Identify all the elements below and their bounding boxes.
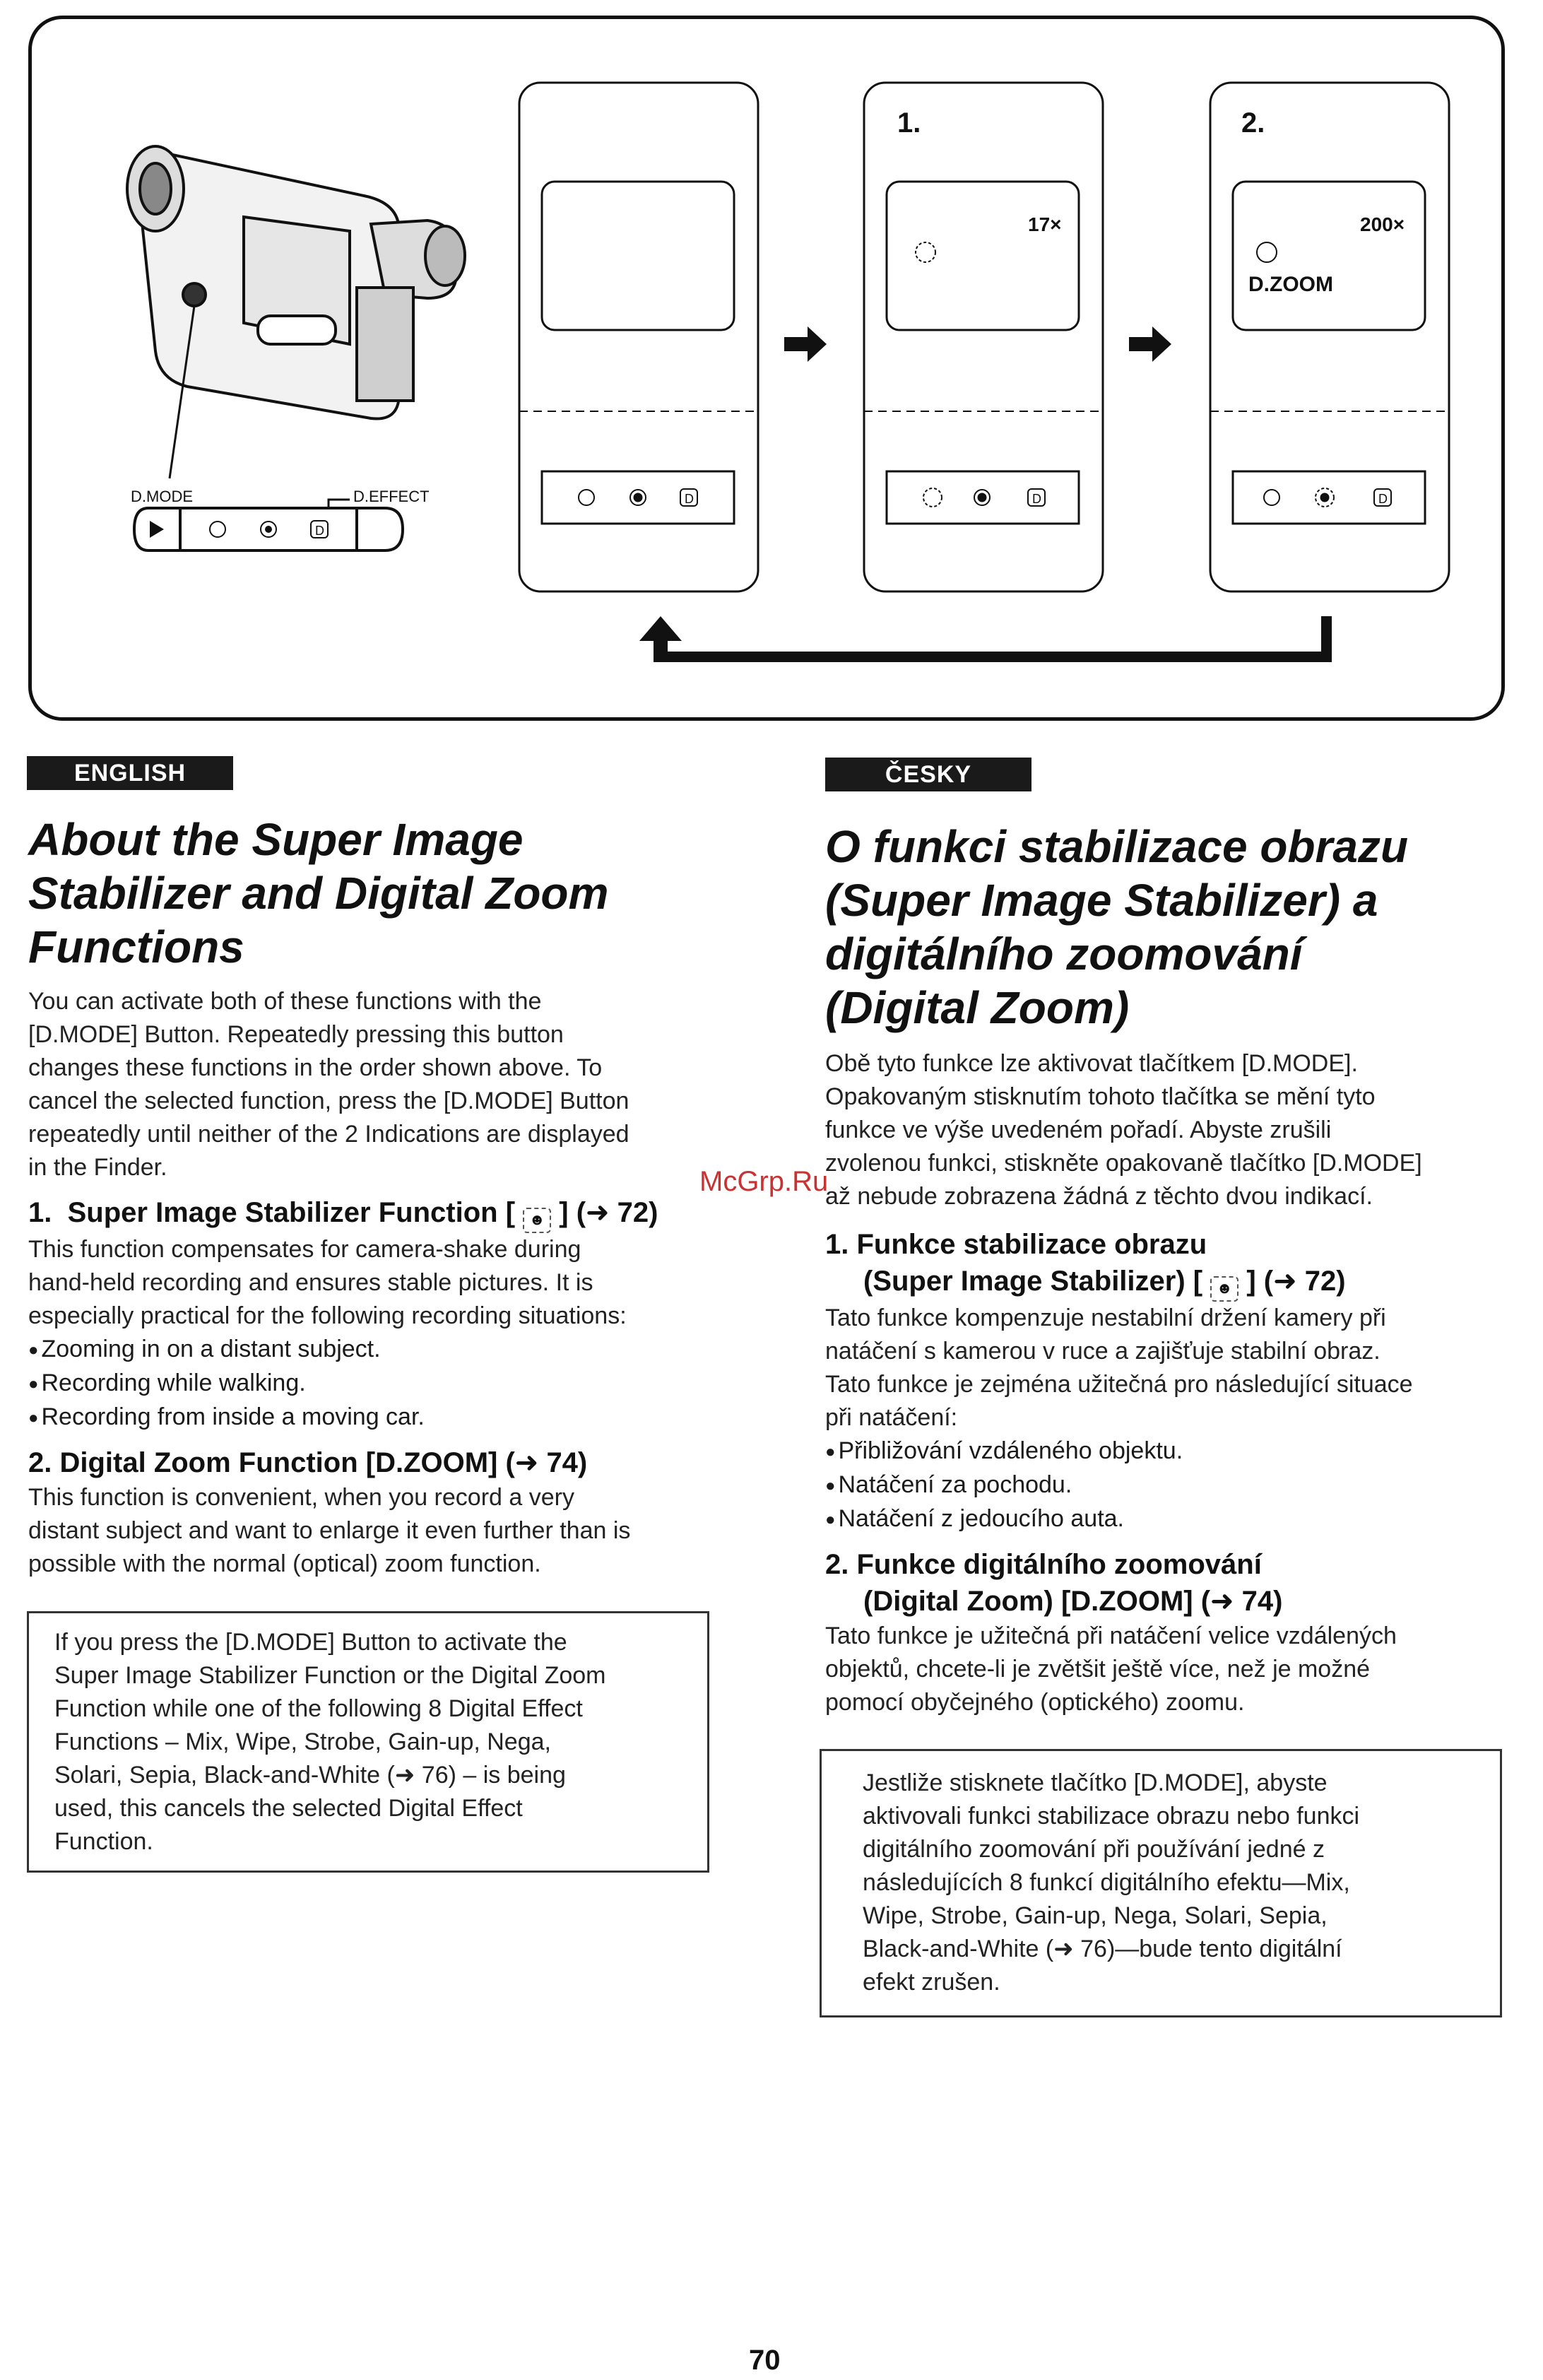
list-item: ● Přibližování vzdáleného objektu. <box>825 1435 1532 1468</box>
zoom-readout-2: 200× <box>1360 213 1405 235</box>
viewfinder-panel-off <box>519 83 758 591</box>
list-item: ● Recording while walking. <box>28 1367 707 1401</box>
czech-section-1-heading: 1. Funkce stabilizace obrazu (Super Image Stabilizer) [ ☻ ] (➜ 72) <box>825 1226 1532 1302</box>
english-section-1-heading: 1. Super Image Stabilizer Function [ ☻ ] (➜ 72) <box>28 1194 707 1233</box>
english-title: About the Super Image Stabilizer and Digital Zoom Functions <box>28 814 609 972</box>
zoom-readout-1: 17× <box>1028 213 1062 235</box>
viewfinder-panel-stabilizer <box>864 83 1103 591</box>
stabilizer-icon: ☻ <box>1210 1276 1238 1302</box>
diagram-svg <box>32 19 1508 724</box>
arrow-right-icon <box>1129 326 1171 362</box>
page-number: 70 <box>749 2345 781 2376</box>
english-note-box: If you press the [D.MODE] Button to activate the Super Image Stabilizer Function or the Digital Zoom Function while one of the following 8 Digital Effect Functions – Mix, Wipe, Strobe, Gain-up, Nega, Solari, Sepia, Black-and-White (➜ 76) – is being used, this cancels the selected Digital Effect Function. <box>27 1611 709 1873</box>
czech-section-2-heading: 2. Funkce digitálního zoomování (Digital Zoom) [D.ZOOM] (➜ 74) <box>825 1549 1283 1617</box>
list-item: ● Natáčení za pochodu. <box>825 1468 1532 1502</box>
mode-button-strip <box>134 508 403 550</box>
return-arrow-icon <box>639 616 1332 662</box>
language-tag-czech: ČESKY <box>825 758 1031 791</box>
svg-text:D: D <box>1032 492 1041 506</box>
english-section-2-heading: 2. Digital Zoom Function [D.ZOOM] (➜ 74) <box>28 1447 588 1478</box>
arrow-right-icon <box>784 326 827 362</box>
czech-title: O funkci stabilizace obrazu (Super Image Stabilizer) a digitálního zoomování (Digital Zoom) <box>825 821 1409 1033</box>
czech-intro: Obě tyto funkce lze aktivovat tlačítkem [D.MODE]. Opakovaným stisknutím tohoto tlačítka se mění tyto funkce ve výše uvedeném pořadí. Abyste zrušili zvolenou funkci, stiskněte opakovaně tlačítko [D.MODE] až nebude zobrazena žádná z těchto dvou indikací. <box>825 1050 1422 1210</box>
czech-section-1-text: Tato funkce kompenzuje nestabilní držení kamery při natáčení s kamerou v ruce a zajišťuje stabilní obraz. Tato funkce je zejména užitečná pro následující situace při natáčení: <box>825 1304 1413 1431</box>
step-1-label: 1. <box>897 107 921 139</box>
list-item: ● Natáčení z jedoucího auta. <box>825 1502 1532 1536</box>
svg-text:D: D <box>315 524 324 538</box>
english-section-1-text: This function compensates for camera-shake during hand-held recording and ensures stable pictures. It is especially practical for the following recording situations: <box>28 1236 627 1329</box>
czech-column <box>825 820 1532 1719</box>
d-effect-label: D.EFFECT <box>353 488 430 505</box>
svg-text:D: D <box>685 492 694 506</box>
english-bullet-list <box>28 1333 707 1435</box>
czech-bullet-list <box>825 1435 1532 1536</box>
play-icon <box>150 521 164 538</box>
english-section-2-text: This function is convenient, when you record a very distant subject and want to enlarge it even further than is possible with the normal (optical) zoom function. <box>28 1484 631 1577</box>
english-intro: You can activate both of these functions with the [D.MODE] Button. Repeatedly pressing this button changes these functions in the order shown above. To cancel the selected function, press the [D.MODE] Button repeatedly until neither of the 2 Indications are displayed in the Finder. <box>28 988 629 1181</box>
stabilizer-icon <box>210 522 225 537</box>
d-mode-label: D.MODE <box>131 488 193 505</box>
list-item: ● Zooming in on a distant subject. <box>28 1333 707 1367</box>
list-item: ● Recording from inside a moving car. <box>28 1401 707 1435</box>
czech-note-box: Jestliže stisknete tlačítko [D.MODE], abyste aktivovali funkci stabilizace obrazu nebo funkci digitálního zoomování při používání jedné z následujících 8 funkcí digitálního efektu—Mix, Wipe, Strobe, Gain-up, Nega, Solari, Sepia, Black-and-White (➜ 76)—bude tento digitální efekt zrušen. <box>820 1749 1502 2017</box>
step-2-label: 2. <box>1241 107 1265 139</box>
english-column <box>28 813 707 1581</box>
dzoom-indicator: D.ZOOM <box>1248 273 1333 296</box>
viewfinder-panel-dzoom <box>1210 83 1449 591</box>
czech-section-2-text: Tato funkce je užitečná při natáčení velice vzdálených objektů, chcete-li je zvětšit ještě více, než je možné pomocí obyčejného (optického) zoomu. <box>825 1622 1397 1716</box>
watermark: McGrp.Ru <box>699 1166 829 1197</box>
svg-text:D: D <box>1378 492 1388 506</box>
stabilizer-icon: ☻ <box>523 1208 551 1233</box>
mode-sequence-diagram <box>28 16 1505 721</box>
camcorder-illustration <box>127 146 465 478</box>
language-tag-english: ENGLISH <box>27 756 233 790</box>
